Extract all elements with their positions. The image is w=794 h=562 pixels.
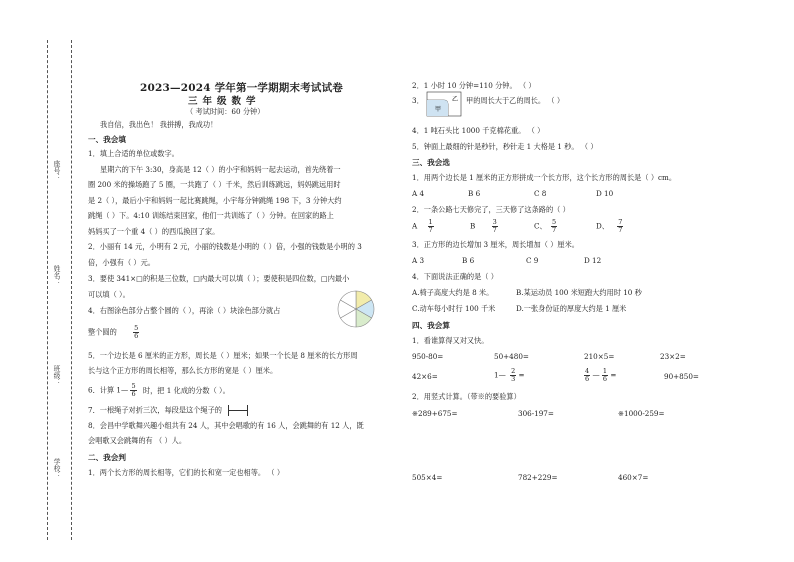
s2-q3-number: 3． [412, 96, 424, 105]
calc-item: ※1000-259= [618, 409, 665, 418]
exam-title: 2023—2024 学年第一学期期末考试试卷 [140, 82, 344, 94]
s3-q2-option [534, 219, 557, 234]
fraction-numerator: 5 [131, 382, 136, 390]
binding-line-right [71, 40, 72, 540]
s4-q1: 1．看谁算得又对又快。 [412, 336, 489, 345]
calc-text: — [592, 370, 600, 380]
s3-q4-option: B.某运动员 100 米短跑大约用时 10 秒 [516, 288, 642, 297]
s3-q4-option: C.动车每小时行 100 千米 [412, 304, 496, 313]
s1-q1-line: 跳绳（ ）下。4:10 训练结束回家，他们一共训练了（ ）分钟。在回家的路上 [88, 211, 334, 220]
calc-item: 42×6= [412, 372, 438, 381]
margin-label-school: 学校： [52, 458, 60, 479]
calc-item: 306-197= [518, 409, 554, 418]
binding-line-left [47, 40, 48, 540]
calc-item: 782+229= [518, 473, 558, 482]
s1-q2-line: 倍，小强有（ ）元。 [88, 258, 155, 267]
fraction-denominator: 6 [585, 375, 590, 383]
s1-q4-line2 [88, 325, 139, 340]
fraction-numerator: 5 [551, 218, 557, 226]
s2-q3-text: 甲的周长大于乙的周长。 （ ） [466, 96, 565, 105]
s1-q6-text: 时，把 1 化成的分数（ ）。 [142, 385, 230, 395]
region-label-jia: 甲 [435, 106, 442, 113]
fraction-numerator: 1 [428, 218, 433, 226]
fraction [130, 383, 136, 398]
s1-q1-line: 是 2（ ），最后小宇和妈妈一起比赛跳绳，小宇每分钟跳绳 198 下，3 分钟大约 [88, 196, 342, 205]
option-letter: B [470, 221, 476, 231]
margin-label-seat: 座号： [52, 160, 60, 181]
calc-text: 1— [494, 370, 506, 380]
calc-item: 90+850= [664, 372, 699, 381]
calc-item: 50+480= [494, 352, 529, 361]
s1-q7 [88, 405, 248, 416]
fraction-denominator: 6 [602, 375, 608, 383]
fraction-denominator: 7 [551, 226, 557, 234]
section3-heading: 三、我会选 [412, 158, 450, 167]
fraction [510, 368, 516, 383]
s3-q3: 3．正方形的边长增加 3 厘米，周长增加（ ）厘米。 [412, 240, 579, 249]
exam-time: （ 考试时间：60 分钟） [186, 107, 265, 116]
exam-subtitle: 三年级数学 [188, 96, 261, 107]
s1-q1-intro: 1．填上合适的单位或数字。 [88, 149, 179, 158]
calc-item [494, 368, 525, 383]
s3-q1: 1．用两个边长是 1 厘米的正方形拼成一个长方形，这个长方形的周长是（ ）cm。 [412, 173, 677, 182]
fraction-denominator: 7 [618, 226, 623, 234]
fraction-numerator: 1 [602, 367, 608, 375]
fraction-numerator: 7 [618, 218, 623, 226]
calc-item: 23×2= [660, 352, 686, 361]
calc-text: = [518, 370, 525, 380]
calc-item: 950-80= [412, 352, 444, 361]
s3-q3-option: C 9 [526, 256, 539, 265]
s2-q5: 5．钟面上最细的针是秒针，秒针走 1 大格是 1 秒。 （ ） [412, 142, 598, 151]
calc-item: 210×5= [584, 352, 615, 361]
fraction [551, 219, 557, 234]
fraction [602, 368, 608, 383]
s3-q2-option [470, 219, 498, 234]
s3-q1-option: B 6 [468, 189, 481, 198]
s1-q5-line: 5．一个边长是 6 厘米的正方形，周长是（ ）厘米；如果一个长是 8 厘米的长方形周 [88, 351, 358, 360]
s4-q2: 2．用竖式计算。（带※的要验算） [412, 392, 521, 401]
s1-q2-line: 2．小丽有 14 元，小明有 2 元，小丽的钱数是小明的（ ）倍，小强的钱数是小明的 3 [88, 242, 362, 251]
margin-label-name: 姓名： [52, 265, 60, 286]
fraction-denominator: 7 [492, 226, 497, 234]
s1-q8-line: 会唱歌又会跳舞的有 （ ）人。 [88, 436, 187, 445]
s1-q4-line1: 4．右图涂色部分占整个圆的（ ），再涂（ ）块涂色部分就占 [88, 306, 281, 315]
s3-q4-option: A.椅子高度大约是 8 米。 [412, 288, 494, 297]
option-letter: D、 [596, 221, 609, 231]
calc-item: ※289+675= [412, 409, 458, 418]
s3-q3-option: B 6 [462, 256, 475, 265]
s1-q7-text: 7．一根绳子对折三次，每段是这个绳子的 [88, 405, 222, 415]
fraction [617, 219, 623, 234]
s1-q1-line: 星期六的下午 3:30，身高是 12（ ）的小宇和妈妈一起去运动，首先绕着一 [100, 165, 341, 174]
fraction-denominator: 6 [134, 332, 139, 340]
s2-q4: 4．1 吨石头比 1000 千克棉花重。 （ ） [412, 126, 545, 135]
option-letter: A [412, 221, 418, 231]
fraction-denominator: 7 [428, 226, 433, 234]
option-letter: C、 [534, 221, 547, 231]
calc-item: 505×4= [412, 473, 443, 482]
fraction [492, 219, 498, 234]
s3-q1-option: A 4 [412, 189, 425, 198]
s2-q3 [412, 96, 424, 105]
s2-q2: 2．1 小时 10 分钟=110 分钟。 （ ） [412, 81, 536, 90]
calc-text: = [610, 370, 617, 380]
calc-item: 460×7= [618, 473, 649, 482]
section1-heading: 一、我会填 [88, 135, 126, 144]
fraction [133, 325, 139, 340]
fraction-numerator: 2 [511, 367, 516, 375]
slogan: 我自信，我出色！ 我拼搏，我成功！ [100, 120, 218, 129]
s2-q1: 1．两个长方形的周长相等，它们的长和宽一定也相等。 （ ） [88, 468, 285, 477]
s1-q6-text: 6．计算 1— [88, 385, 129, 395]
s1-q1-line: 妈妈买了一个重 4（ ）的西瓜换回了家。 [88, 227, 220, 236]
fraction-denominator-blank [228, 411, 248, 416]
calc-item [584, 368, 616, 383]
s3-q4-option: D.一张身份证的厚度大约是 1 厘米 [516, 304, 627, 313]
jia-yi-figure [426, 91, 462, 117]
shaded-circle-figure [336, 289, 376, 329]
s1-q5-line: 长与这个正方形的周长相等，那么长方形的宽是（ ）厘米。 [88, 366, 278, 375]
fraction-denominator: 3 [511, 375, 516, 383]
fraction [428, 219, 434, 234]
fraction-numerator: 3 [492, 218, 497, 226]
section2-heading: 二、我会判 [88, 453, 126, 462]
blank-fraction [228, 405, 248, 416]
section4-heading: 四、我会算 [412, 321, 450, 330]
s1-q1-line: 圈 200 米的操场跑了 5 圈，一共跑了（ ）千米，然后训练跳远，妈妈跳远用时 [88, 180, 341, 189]
s3-q2-option [596, 219, 623, 234]
s3-q1-option: C 8 [534, 189, 547, 198]
s3-q3-option: D 12 [584, 256, 602, 265]
s1-q3-line: 3．要使 341×□的积是三位数，□内最大可以填（ ）；要使积是四位数，□内最小 [88, 274, 350, 283]
s1-q4-text: 整个圆的 [88, 327, 117, 337]
fraction [584, 368, 590, 383]
region-label-yi: 乙 [452, 96, 459, 103]
fraction-numerator: 4 [585, 367, 590, 375]
s3-q2-option [412, 219, 434, 234]
s3-q4: 4．下面说法正确的是（ ） [412, 272, 498, 281]
fraction-numerator: 5 [134, 324, 139, 332]
s3-q1-option: D 10 [596, 189, 614, 198]
fraction-denominator: 6 [131, 390, 136, 398]
s1-q8-line: 8．会昌中学歌舞兴趣小组共有 24 人，其中会唱歌的有 16 人，会跳舞的有 12 人，既 [88, 421, 364, 430]
s1-q3-line: 可以填（ ）。 [88, 290, 130, 299]
s3-q3-option: A 3 [412, 256, 425, 265]
s1-q6 [88, 383, 230, 398]
s3-q2: 2．一条公路七天修完了，三天修了这条路的（ ） [412, 205, 570, 214]
margin-label-class: 班级： [52, 365, 60, 386]
